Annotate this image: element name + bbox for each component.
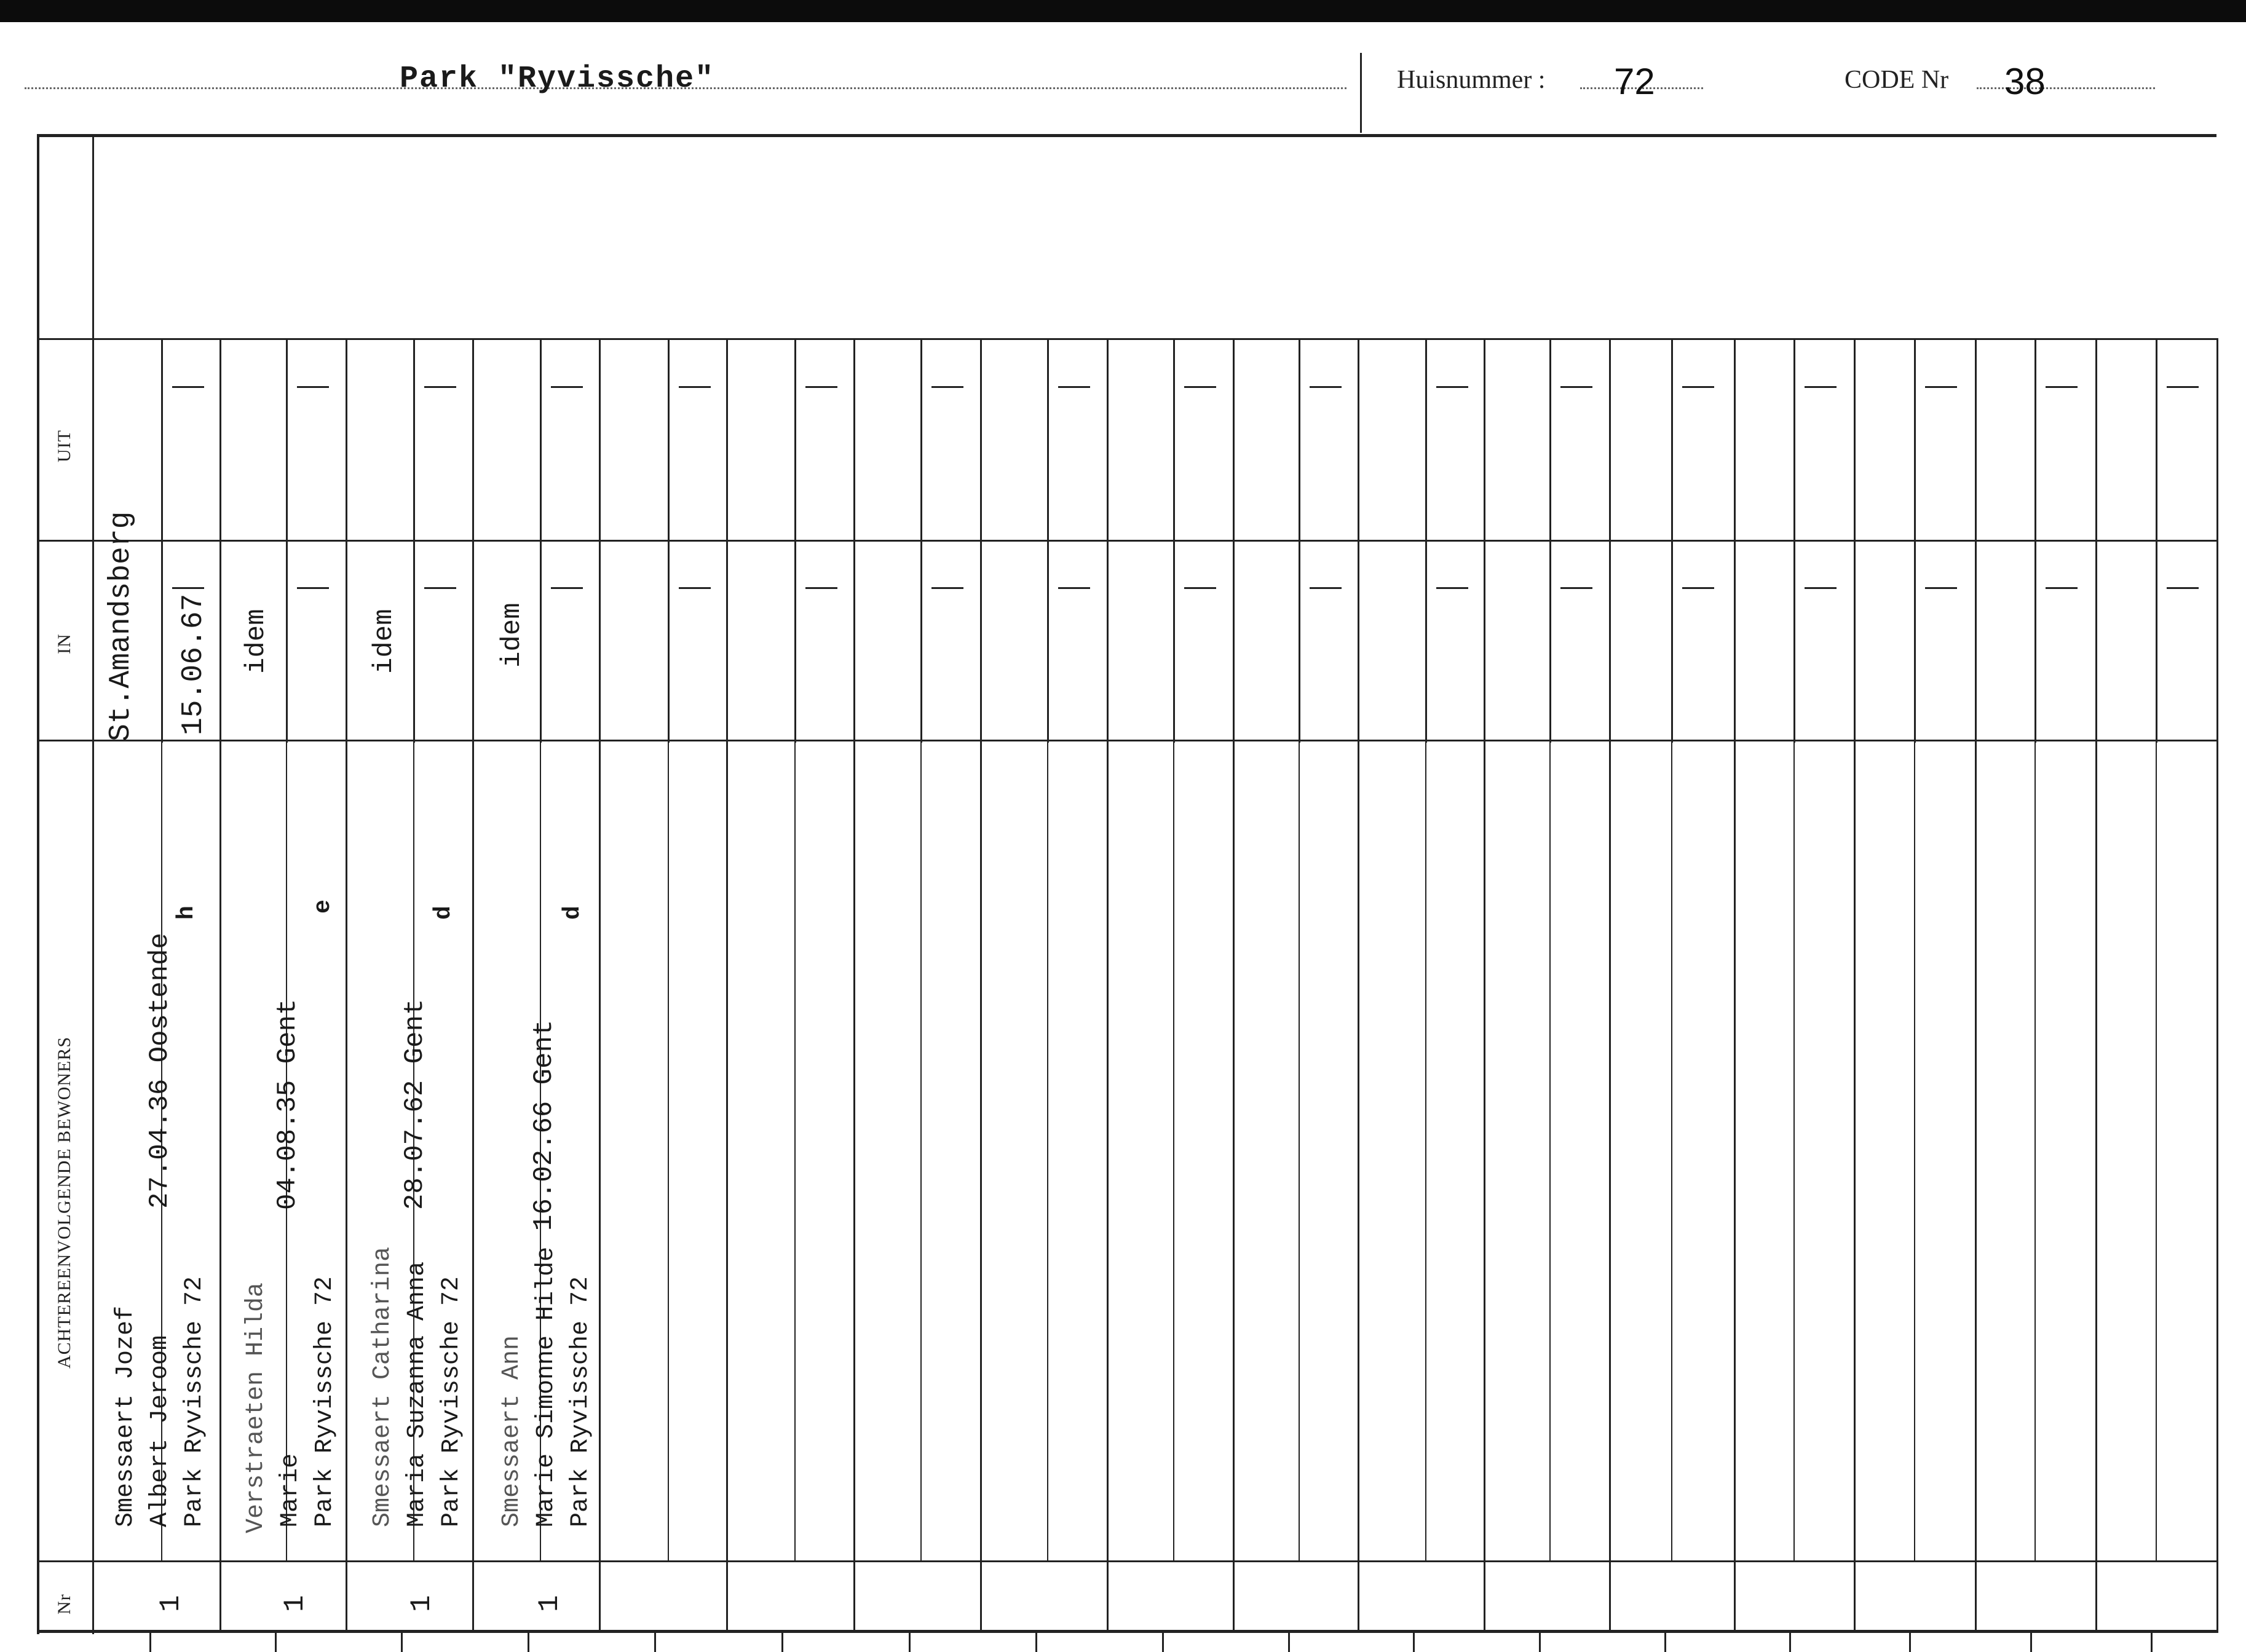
street-title: Park "Ryvissche": [400, 61, 715, 97]
sub-column-divider: [286, 338, 288, 743]
resident-1-surname: Smessaert Jozef: [112, 1305, 140, 1527]
dash-mark: [931, 587, 963, 589]
dash-mark: [551, 587, 583, 589]
resident-1-address: Park Ryvissche 72: [181, 1276, 208, 1527]
sub-column-divider: [540, 338, 542, 743]
dash-mark: [424, 386, 456, 388]
sub-column-divider: [1299, 338, 1300, 743]
dash-mark: [1682, 386, 1714, 388]
resident-4-birth: 16.02.66 Gent: [529, 1019, 560, 1231]
sub-column-divider: [668, 338, 670, 743]
resident-2-nr: 1: [279, 1595, 311, 1612]
table-bottom-border: [37, 1630, 2216, 1633]
bottom-tick: [654, 1633, 656, 1652]
column-divider: [1358, 338, 1359, 1633]
row-divider-nr: [37, 1560, 2216, 1562]
resident-1-birth: 27.04.36 Oostende: [144, 933, 175, 1209]
bottom-tick: [1664, 1633, 1666, 1652]
bottom-tick: [909, 1633, 911, 1652]
dash-mark: [551, 386, 583, 388]
bottom-tick: [528, 1633, 529, 1652]
origin-place: St.Amandsberg: [105, 511, 138, 741]
resident-3-birth: 28.07.62 Gent: [400, 998, 430, 1210]
bottom-tick: [1288, 1633, 1290, 1652]
sub-column-divider: [161, 338, 163, 743]
resident-3-mark: d: [430, 906, 457, 920]
sub-column-divider: [1549, 741, 1551, 1560]
dash-mark: [1805, 587, 1837, 589]
house-number-value: 72: [1614, 61, 1655, 102]
row-divider-uit: [37, 338, 2216, 340]
row-label-residents: ACHTEREENVOLGENDE BEWONERS: [54, 1036, 74, 1369]
sub-column-divider: [1793, 338, 1795, 743]
sub-column-divider: [794, 338, 796, 743]
resident-2-given-names: Marie: [277, 1453, 304, 1527]
dash-mark: [805, 587, 837, 589]
sub-column-divider: [668, 741, 669, 1560]
sub-column-divider: [2156, 741, 2157, 1560]
column-divider: [1854, 338, 1856, 1633]
sub-column-divider: [1671, 741, 1672, 1560]
dash-mark: [931, 386, 963, 388]
dash-mark: [1184, 587, 1216, 589]
column-divider: [2216, 338, 2218, 1633]
column-divider: [980, 338, 982, 1633]
house-number-label: Huisnummer :: [1397, 66, 1546, 94]
column-divider: [853, 338, 855, 1633]
resident-1-nr: 1: [155, 1595, 187, 1612]
sub-column-divider: [1173, 338, 1175, 743]
dash-mark: [1925, 587, 1957, 589]
bottom-tick: [275, 1633, 277, 1652]
row-divider-in: [37, 540, 2216, 542]
bottom-tick: [1162, 1633, 1164, 1652]
sub-column-divider: [1299, 741, 1300, 1560]
label-column-divider: [92, 134, 94, 1634]
dash-mark: [172, 587, 204, 589]
resident-2-birth: 04.08.35 Gent: [272, 998, 303, 1210]
resident-3-surname: Smessaert Catharina: [369, 1246, 397, 1527]
sub-column-divider: [1173, 741, 1174, 1560]
table-top-border: [37, 134, 2216, 137]
dash-mark: [1436, 587, 1468, 589]
sub-column-divider: [1047, 741, 1048, 1560]
column-divider: [1609, 338, 1611, 1633]
bottom-tick: [149, 1633, 151, 1652]
resident-3-nr: 1: [406, 1595, 438, 1612]
row-label-in: IN: [54, 633, 74, 654]
bottom-tick: [1539, 1633, 1541, 1652]
dash-mark: [1310, 587, 1342, 589]
dash-mark: [1310, 386, 1342, 388]
dash-mark: [2046, 587, 2078, 589]
dash-mark: [1436, 386, 1468, 388]
dash-mark: [424, 587, 456, 589]
column-divider: [219, 338, 221, 1633]
bottom-tick: [1035, 1633, 1037, 1652]
column-divider: [726, 338, 728, 1633]
sub-column-divider: [1914, 338, 1916, 743]
resident-4-nr: 1: [534, 1595, 566, 1612]
sub-column-divider: [1671, 338, 1673, 743]
dash-mark: [297, 386, 329, 388]
bottom-tick: [2030, 1633, 2032, 1652]
sub-column-divider: [1047, 338, 1049, 743]
resident-2-surname: Verstraeten Hilda: [242, 1282, 270, 1533]
dash-mark: [1058, 587, 1090, 589]
bottom-tick: [1789, 1633, 1791, 1652]
column-divider: [472, 338, 474, 1633]
bottom-tick: [2151, 1633, 2153, 1652]
dash-mark: [1682, 587, 1714, 589]
resident-3-address: Park Ryvissche 72: [438, 1276, 465, 1527]
sub-column-divider: [413, 338, 415, 743]
dash-mark: [2167, 386, 2199, 388]
column-divider: [1734, 338, 1736, 1633]
resident-2-in: idem: [241, 609, 272, 674]
dash-mark: [1925, 386, 1957, 388]
dash-mark: [1184, 386, 1216, 388]
sub-column-divider: [920, 741, 922, 1560]
bottom-tick: [1413, 1633, 1415, 1652]
resident-1-mark: h: [173, 906, 200, 920]
sub-column-divider: [1914, 741, 1915, 1560]
column-divider: [346, 338, 347, 1633]
column-divider: [599, 338, 601, 1633]
bottom-tick: [1909, 1633, 1911, 1652]
dash-mark: [1560, 386, 1592, 388]
column-divider: [1107, 338, 1109, 1633]
code-number-label: CODE Nr: [1845, 66, 1949, 94]
table-left-border: [37, 134, 39, 1634]
sub-column-divider: [2034, 741, 2036, 1560]
column-divider: [2095, 338, 2097, 1633]
resident-2-address: Park Ryvissche 72: [311, 1276, 339, 1527]
dash-mark: [172, 386, 204, 388]
row-label-nr: Nr: [54, 1594, 74, 1614]
sub-column-divider: [1425, 741, 1426, 1560]
resident-3-in: idem: [369, 609, 400, 674]
dash-mark: [2046, 386, 2078, 388]
bottom-tick: [401, 1633, 403, 1652]
row-label-uit: UIT: [54, 430, 74, 462]
sub-column-divider: [1793, 741, 1795, 1560]
sub-column-divider: [1549, 338, 1551, 743]
sub-column-divider: [2156, 338, 2157, 743]
resident-1-given-names: Albert Jeroom: [146, 1335, 174, 1527]
sub-column-divider: [794, 741, 796, 1560]
sub-column-divider: [1425, 338, 1427, 743]
sub-column-divider: [920, 338, 922, 743]
dash-mark: [1560, 587, 1592, 589]
dash-mark: [1058, 386, 1090, 388]
resident-4-given-names: Marie Simonne Hilde: [532, 1246, 560, 1527]
dash-mark: [805, 386, 837, 388]
code-number-value: 38: [2004, 61, 2046, 102]
dash-mark: [1805, 386, 1837, 388]
sub-column-divider: [2034, 338, 2036, 743]
dash-mark: [2167, 587, 2199, 589]
resident-3-given-names: Maria Suzanna Anna: [403, 1261, 431, 1527]
origin-date: 15.06.67: [177, 593, 210, 735]
column-divider: [1484, 338, 1485, 1633]
bottom-tick: [781, 1633, 783, 1652]
dash-mark: [679, 386, 711, 388]
dash-mark: [679, 587, 711, 589]
resident-4-surname: Smessaert Ann: [498, 1335, 526, 1527]
resident-4-address: Park Ryvissche 72: [567, 1276, 595, 1527]
resident-4-mark: d: [560, 906, 586, 920]
dash-mark: [297, 587, 329, 589]
resident-4-in: idem: [497, 603, 528, 668]
resident-2-mark: e: [310, 899, 336, 914]
column-divider: [1975, 338, 1977, 1633]
column-divider: [1233, 338, 1235, 1633]
row-divider-residents: [37, 740, 2216, 741]
